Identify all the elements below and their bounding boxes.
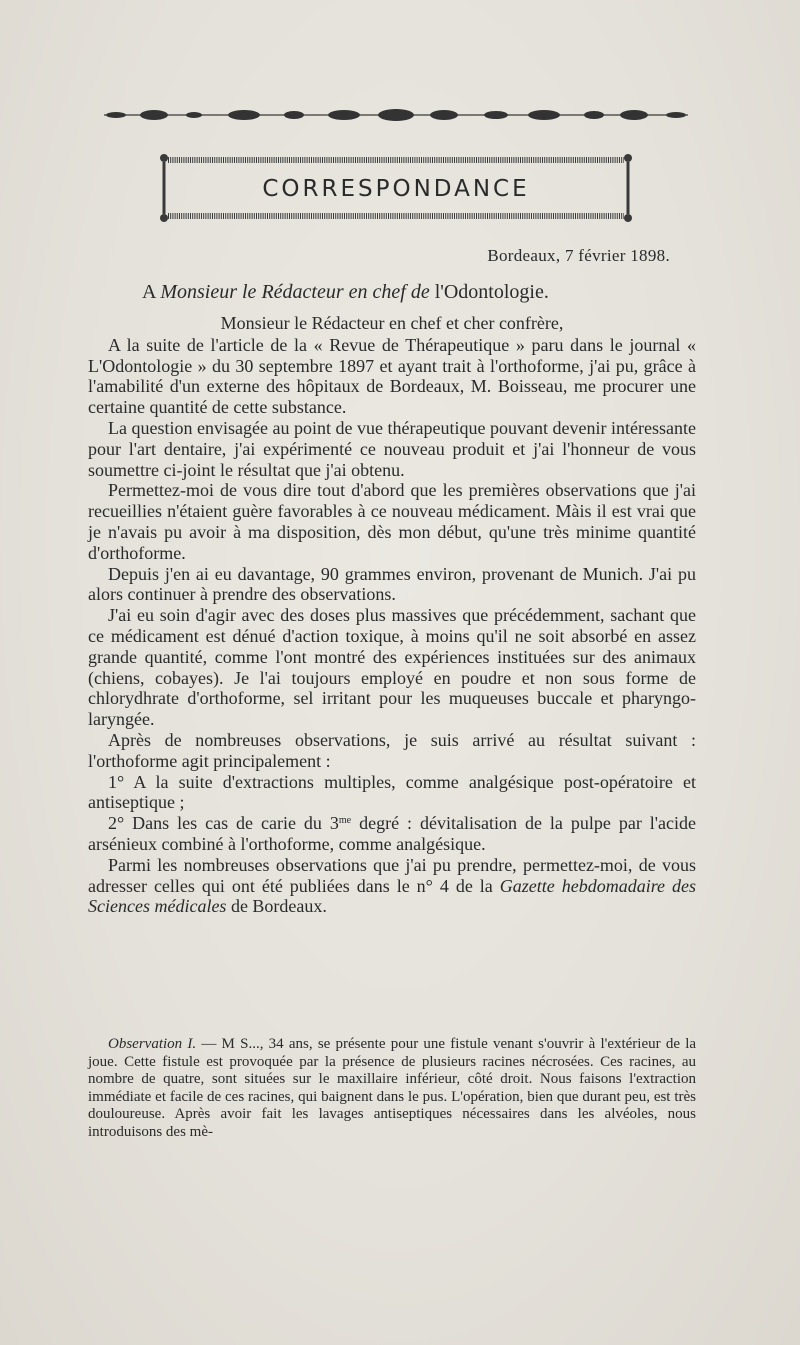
journal-title: Gazette hebdomadaire des Sciences médicales [88, 875, 697, 917]
addressee-suffix: l'Odontologie. [434, 281, 549, 303]
paragraph-8 [88, 813, 696, 855]
p8-end: degré : dévitalisation de la pulpe par l'acide arsénieux combiné à l'orthoforme, comme analgésique. [88, 813, 696, 854]
observation-paragraph [88, 1036, 696, 1142]
paragraph-6: Après de nombreuses observations, je suis arrivé au résultat suivant : l'orthoforme agit principalement : [88, 729, 696, 771]
paragraph-1: A la suite de l'article de la « Revue de Thérapeutique » paru dans le journal « L'Odontologie » du 30 septembre 1897 et ayant trait à l'orthoforme, j'ai pu, grâce à l'amabilité d'un externe des hôpitaux de Bordeaux, M. Boisseau, me procurer une certaine quantité de cette substance. [88, 334, 696, 418]
top-ornament-rule [104, 108, 688, 122]
paragraph-3: Permettez-moi de vous dire tout d'abord que les premières observations que j'ai recueillies n'étaient guère favorables à ce nouveau médicament. Màis il est vrai que je n'avais pu avoir à ma disposition, dès mon début, qu'une très minime quantité d'orthoforme. [88, 480, 696, 563]
observation-label: Observation I. [108, 1036, 197, 1052]
letter-addressee [142, 281, 549, 304]
letter-salutation: Monsieur le Rédacteur en chef et cher confrère, [220, 313, 564, 333]
p8-start: 2° Dans les cas de carie du 3 [108, 813, 339, 834]
section-title: CORRESPONDANCE [262, 176, 530, 202]
observation-text: — M S..., 34 ans, se présente pour une fistule venant s'ouvrir à l'extérieur de la joue. Cette fistule est provoquée par la présence de plusieurs racines nécrosées. Ces racines, au nombre de quatre, sont situées sur le maxillaire inférieur, côté droit. Nous faisons l'extraction immédiate et facile de ces racines, qui baignent dans le pus. L'opération, bien que durant peu, est très douloureuse. Après avoir fait les lavages antiseptiques nécessaires dans les alvéoles, nous introduisons des mè- [88, 1036, 697, 1140]
addressee-italic: Monsieur le Rédacteur en chef de [160, 281, 430, 303]
letter-body [88, 313, 696, 917]
paragraph-9 [88, 855, 696, 917]
letter-dateline: Bordeaux, 7 février 1898. [487, 246, 670, 265]
p8-superscript: me [338, 815, 352, 827]
section-title-frame [158, 150, 634, 226]
paragraph-7: 1° A la suite d'extractions multiples, comme analgésique post-opératoire et antiseptique ; [88, 771, 696, 813]
paragraph-4: Depuis j'en ai eu davantage, 90 grammes environ, provenant de Munich. J'ai pu alors continuer à prendre des observations. [88, 563, 696, 605]
p9-end: de Bordeaux. [230, 896, 327, 917]
observation-block [88, 1036, 696, 1142]
paragraph-2: La question envisagée au point de vue thérapeutique pouvant devenir intéressante pour l'art dentaire, j'ai expérimenté ce nouveau produit et j'ai l'honneur de vous soumettre ci-joint le résultat que j'ai obtenu. [88, 417, 696, 480]
addressee-prefix: A [142, 281, 156, 303]
p9-start: Parmi les nombreuses observations que j'ai pu prendre, permettez-moi, de vous adresser celles qui ont été publiées dans le n° 4 de la [88, 854, 696, 896]
paragraph-5: J'ai eu soin d'agir avec des doses plus massives que précédemment, sachant que ce médicament est dénué d'action toxique, à moins qu'il ne soit absorbé en assez grande quantité, comme l'ont montré des expériences instituées sur des animaux (chiens, cobayes). Je l'ai toujours employé en poudre et non sous forme de chlorydhrate d'orthoforme, sel irritant pour les muqueuses buccale et pharyngo-laryngée. [88, 605, 696, 730]
